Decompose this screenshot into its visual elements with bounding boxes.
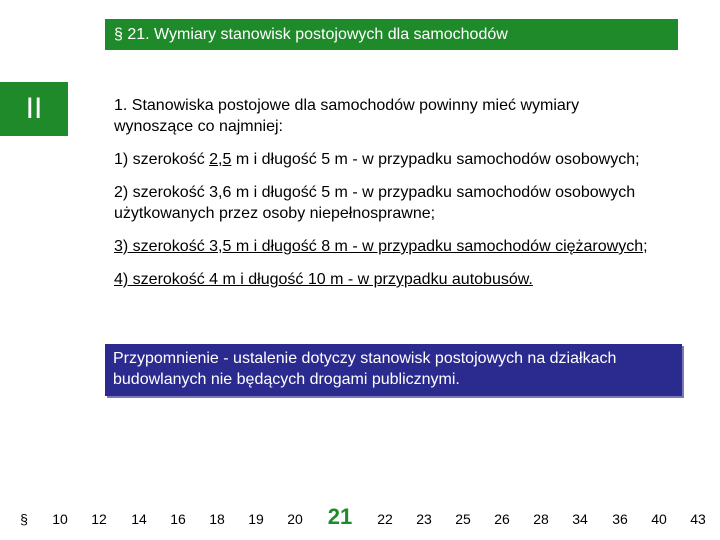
intro-paragraph: 1. Stanowiska postojowe dla samochodów powinny mieć wymiary wynoszące co najmniej: (114, 97, 580, 135)
nav-link-14[interactable]: 14 (131, 511, 147, 527)
list-item-3[interactable]: 3) szerokość 3,5 m i długość 8 m - w przypadku samochodów ciężarowych; (114, 238, 648, 255)
nav-link-28[interactable]: 28 (533, 511, 549, 527)
nav-link-40[interactable]: 40 (651, 511, 667, 527)
list-item-1-pre: 1) szerokość (114, 151, 210, 168)
nav-link-34[interactable]: 34 (572, 511, 588, 527)
nav-link-16[interactable]: 16 (170, 511, 186, 527)
list-item-1-post: m i długość 5 m - w przypadku samochodów osobowych; (231, 151, 640, 168)
nav-link-43[interactable]: 43 (690, 511, 706, 527)
nav-link-19[interactable]: 19 (248, 511, 264, 527)
list-item-1-underlined-value: 2,5 (209, 151, 232, 168)
nav-link-20[interactable]: 20 (287, 511, 303, 527)
nav-link-26[interactable]: 26 (494, 511, 510, 527)
slide-title: § 21. Wymiary stanowisk postojowych dla samochodów (105, 19, 678, 50)
slide-content (114, 95, 659, 302)
nav-link-paragraph-symbol[interactable]: § (20, 511, 28, 527)
nav-link-21-current[interactable]: 21 (327, 504, 353, 529)
nav-link-12[interactable]: 12 (91, 511, 107, 527)
list-item-4[interactable]: 4) szerokość 4 m i długość 10 m - w przypadku autobusów. (114, 271, 533, 288)
list-item-2: 2) szerokość 3,6 m i długość 5 m - w przypadku samochodów osobowych użytkowanych przez osoby niepełnosprawne; (114, 184, 636, 222)
nav-link-25[interactable]: 25 (455, 511, 471, 527)
section-navigation (0, 500, 720, 540)
nav-link-18[interactable]: 18 (209, 511, 225, 527)
list-item-1 (114, 149, 659, 170)
nav-link-36[interactable]: 36 (612, 511, 628, 527)
reminder-box: Przypomnienie - ustalenie dotyczy stanowisk postojowych na działkach budowlanych nie będących drogami publicznymi. (105, 344, 682, 396)
nav-link-22[interactable]: 22 (377, 511, 393, 527)
nav-link-10[interactable]: 10 (52, 511, 68, 527)
nav-link-23[interactable]: 23 (416, 511, 432, 527)
section-badge: II (0, 82, 68, 136)
